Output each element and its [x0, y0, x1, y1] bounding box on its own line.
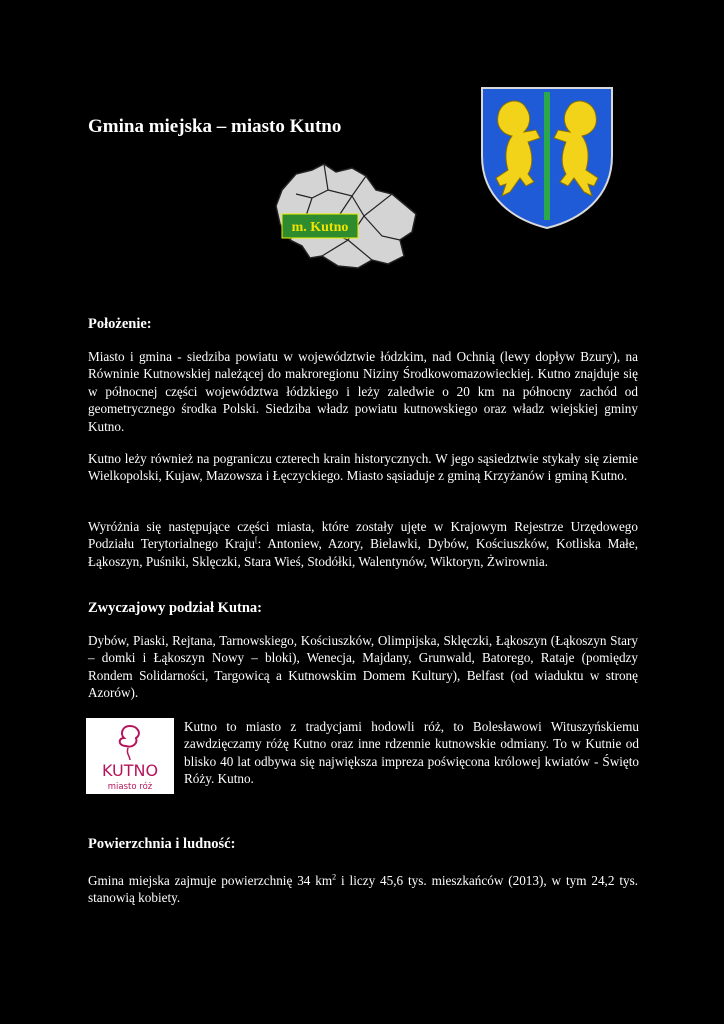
heading-polozenie: Położenie:: [88, 316, 152, 332]
rose-icon: [86, 718, 174, 794]
page-title: Gmina miejska – miasto Kutno: [88, 116, 342, 137]
logo-word: KUTNO: [101, 761, 159, 780]
paragraph-polozenie-3-text: Wyróżnia się następujące części miasta, które zostały ujęte w Krajowym Rejestrze Urzędowego Podziału Terytorialnego Kraju: [88, 519, 638, 552]
heading-podzial: Zwyczajowy podział Kutna:: [88, 600, 262, 616]
heading-powierzchnia: Powierzchnia i ludność:: [88, 836, 236, 852]
paragraph-polozenie-3: [88, 518, 638, 570]
paragraph-roza: Kutno to miasto z tradycjami hodowli róż, to Bolesławowi Wituszyńskiemu zawdzięczamy różę Kutno oraz inne rdzennie kutnowskie odmiany. To w Kutnie od blisko 40 lat odbywa się największa impreza poświęcona królowej kwiatów - Święto Róży. Kutno.: [184, 719, 639, 787]
paragraph-polozenie-1: Miasto i gmina - siedziba powiatu w województwie łódzkim, nad Ochnią (lewy dopływ Bzury), na Równinie Kutnowskiej należącej do makroregionu Niziny Środkowomazowieckiej. Kutno znajduje się w północnej części województwa łódzkiego i leży zaledwie o 20 km na północny zachód od geometrycznego środka Polski. Siedziba władz powiatu kutnowskiego oraz władz wiejskiej gminy Kutno.: [88, 349, 638, 434]
county-map-icon: [272, 160, 420, 272]
map-label: m. Kutno: [291, 220, 349, 235]
superscript-2: 2: [332, 872, 337, 882]
paragraph-podzial: Dybów, Piaski, Rejtana, Tarnowskiego, Kościuszków, Olimpijska, Sklęczki, Łąkoszyn (Łąkoszyn Stary – domki i Łąkoszyn Nowy – bloki), Wenecja, Majdany, Grunwald, Batorego, Rataje (pomiędzy Rondem Solidarności, Targowicą a Kutnowskim Domem Kultury), Belfast (od wiaduktu w stronę Azorów).: [88, 633, 638, 701]
coat-of-arms-icon: [480, 86, 614, 230]
kutno-logo: [86, 718, 174, 794]
paragraph-powierzchnia-rest: i liczy 45,6 tys. mieszkańców (2013), w tym 24,2 tys. stanowią kobiety.: [88, 873, 639, 906]
logo-subtitle: miasto róż: [107, 782, 153, 792]
footnote-marker[interactable]: [: [254, 536, 258, 546]
paragraph-polozenie-2: Kutno leży również na pograniczu czterech krain historycznych. W jego sąsiedztwie stykały się ziemie Wielkopolski, Kujaw, Mazowsza i Łęczyckiego. Miasto sąsiaduje z gminą Krzyżanów i gminą Kutno.: [88, 451, 638, 484]
paragraph-powierzchnia-text: Gmina miejska zajmuje powierzchnię 34 km: [88, 873, 333, 888]
paragraph-polozenie-3-list: : Antoniew, Azory, Bielawki, Dybów, Kościuszków, Kotliska Małe, Łąkoszyn, Puśniki, Sklęczki, Stara Wieś, Stodółki, Walentynów, Wiktoryn, Żwirownia.: [88, 536, 639, 569]
paragraph-powierzchnia: [88, 872, 638, 907]
